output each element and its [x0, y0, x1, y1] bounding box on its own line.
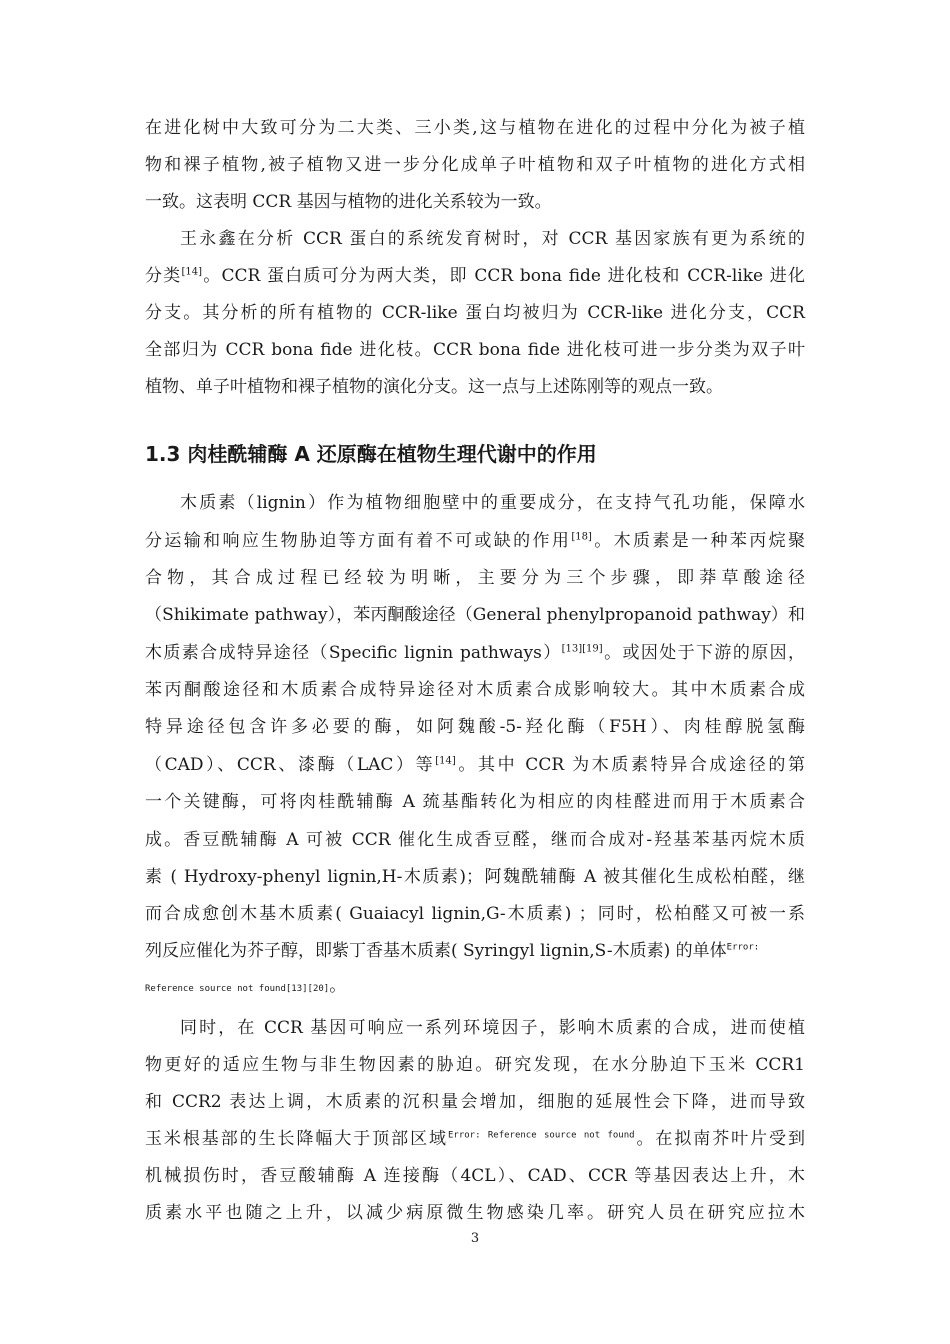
text-span: 分运输和响应生物胁迫等方面有着不可或缺的作用: [145, 531, 572, 551]
text-line: [145, 1128, 805, 1150]
text-line: 王永鑫在分析 CCR 蛋白的系统发育树时，对 CCR 基因家族有更为系统的: [180, 229, 805, 249]
citation: [18]: [571, 531, 592, 543]
text-span: 。: [329, 976, 347, 996]
text-line: 物和裸子植物,被子植物又进一步分化成单子叶植物和双子叶植物的进化方式相: [145, 155, 805, 175]
text-line: 机械损伤时，香豆酸辅酶 A 连接酶（4CL）、CAD、CCR 等基因表达上升，木: [145, 1166, 805, 1186]
text-line: 成。香豆酰辅酶 A 可被 CCR 催化生成香豆醛，继而合成对-羟基苯基丙烷木质: [145, 830, 805, 850]
text-line: 分支。其分析的所有植物的 CCR-like 蛋白均被归为 CCR-like 进化分支，CCR: [145, 303, 805, 323]
text-span: 玉米根基部的生长降幅大于顶部区域: [145, 1129, 448, 1149]
text-line: （Shikimate pathway），苯丙酮酸途径（General phenylpropanoid pathway）和: [145, 605, 805, 625]
text-line: 质素水平也随之上升，以减少病原微生物感染几率。研究人员在研究应拉木: [145, 1203, 805, 1223]
text-span: （CAD）、CCR、漆酶（LAC）等: [145, 755, 436, 775]
text-line: 苯丙酮酸途径和木质素合成特异途径对木质素合成影响较大。其中木质素合成: [145, 680, 805, 700]
text-span: 。在拟南芥叶片受到: [634, 1129, 805, 1149]
citation: [14]: [181, 266, 203, 278]
text-line: [145, 530, 805, 552]
text-line: [145, 940, 805, 962]
text-line: 在进化树中大致可分为二大类、三小类,这与植物在进化的过程中分化为被子植: [145, 118, 805, 138]
citation: [13][19]: [561, 643, 603, 655]
text-span: 分类: [145, 266, 182, 286]
section-heading: 1.3 肉桂酰辅酶 A 还原酶在植物生理代谢中的作用: [145, 442, 597, 466]
reference-error: Error: Reference source not found: [448, 1130, 635, 1141]
text-line: 物更好的适应生物与非生物因素的胁迫。研究发现，在水分胁迫下玉米 CCR1: [145, 1055, 805, 1075]
text-line: [145, 642, 805, 664]
text-line: 一个关键酶，可将肉桂酰辅酶 A 巯基酯转化为相应的肉桂醛进而用于木质素合: [145, 792, 805, 812]
text-span: 木质素合成特异途径（Specific lignin pathways）: [145, 643, 562, 663]
reference-error: Reference source not found[13][20]: [145, 984, 330, 994]
text-span: 。或因处于下游的原因，: [602, 643, 806, 663]
text-span: 。其中 CCR 为木质素特异合成途径的第: [455, 755, 805, 775]
text-span: 。CCR 蛋白质可分为两大类，即 CCR bona fide 进化枝和 CCR-like 进化: [202, 266, 805, 286]
text-line: 而合成愈创木基木质素( Guaiacyl lignin,G-木质素) ；同时，松柏醛又可被一系: [145, 904, 805, 924]
text-line: 特异途径包含许多必要的酶，如阿魏酸-5-羟化酶（F5H）、肉桂醇脱氢酶: [145, 717, 805, 737]
reference-error: Error:: [726, 942, 760, 953]
citation: [14]: [435, 755, 456, 767]
text-span: 列反应催化为芥子醇，即紫丁香基木质素( Syringyl lignin,S-木质素) 的单体: [145, 941, 727, 961]
text-line: 植物、单子叶植物和裸子植物的演化分支。这一点与上述陈刚等的观点一致。: [145, 377, 723, 397]
text-line: 一致。这表明 CCR 基因与植物的进化关系较为一致。: [145, 192, 552, 212]
text-line: [145, 754, 805, 776]
text-line: 木质素（lignin）作为植物细胞壁中的重要成分，在支持气孔功能，保障水: [180, 493, 805, 513]
text-line: 素 ( Hydroxy-phenyl lignin,H-木质素)；阿魏酰辅酶 A 被其催化生成松柏醛，继: [145, 867, 805, 887]
text-line: [145, 975, 805, 1000]
text-line: [145, 265, 805, 287]
text-line: 同时，在 CCR 基因可响应一系列环境因子，影响木质素的合成，进而使植: [180, 1018, 805, 1038]
text-span: 。木质素是一种苯丙烷聚: [591, 531, 805, 551]
text-line: 合物，其合成过程已经较为明晰，主要分为三个步骤，即莽草酸途径: [145, 568, 805, 588]
text-line: 和 CCR2 表达上调，木质素的沉积量会增加，细胞的延展性会下降，进而导致: [145, 1092, 805, 1112]
page-number: 3: [470, 1231, 480, 1246]
text-line: 全部归为 CCR bona fide 进化枝。CCR bona fide 进化枝可进一步分类为双子叶: [145, 340, 805, 360]
